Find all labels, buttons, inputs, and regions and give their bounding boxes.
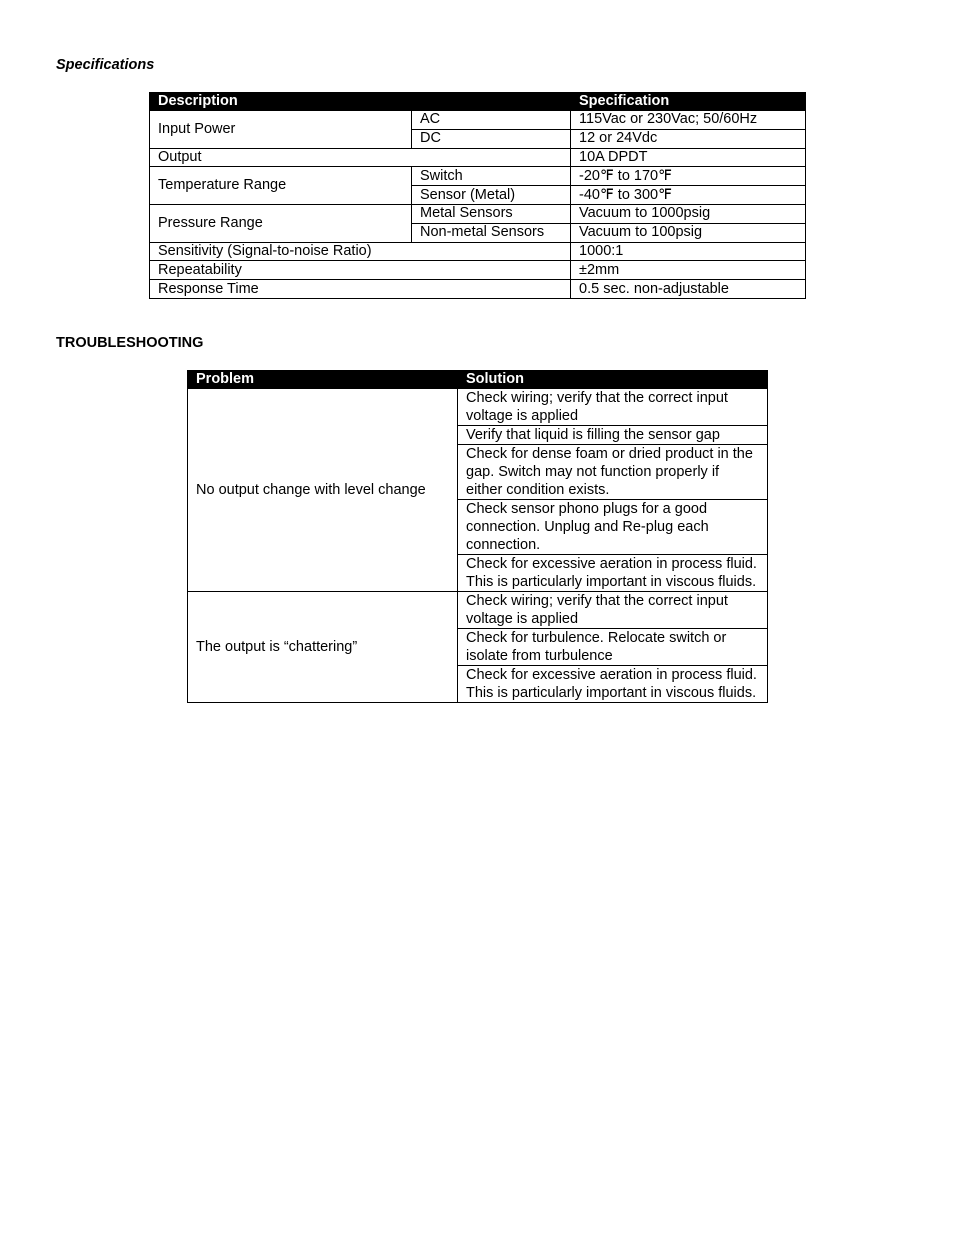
temperature-switch-label: Switch xyxy=(412,167,571,186)
table-row xyxy=(188,389,768,426)
input-power-label: Input Power xyxy=(150,111,412,149)
solution-cell: Check for excessive aeration in process fluid. This is particularly important in viscous fluids. xyxy=(458,666,768,703)
input-power-ac-label: AC xyxy=(412,111,571,130)
pressure-metal-label: Metal Sensors xyxy=(412,204,571,223)
sensitivity-label: Sensitivity (Signal-to-noise Ratio) xyxy=(150,242,571,261)
table-header-row xyxy=(150,93,806,111)
problem-header: Problem xyxy=(188,371,458,389)
pressure-range-label: Pressure Range xyxy=(150,204,412,242)
solution-cell: Verify that liquid is filling the sensor gap xyxy=(458,426,768,445)
table-row xyxy=(150,242,806,261)
solution-cell: Check for dense foam or dried product in the gap. Switch may not function properly if either condition exists. xyxy=(458,445,768,500)
sensitivity-value: 1000:1 xyxy=(571,242,806,261)
temperature-sensor-label: Sensor (Metal) xyxy=(412,186,571,205)
table-row xyxy=(150,261,806,280)
table-row xyxy=(150,111,806,130)
specification-header: Specification xyxy=(571,93,806,111)
output-value: 10A DPDT xyxy=(571,148,806,167)
solution-cell: Check sensor phono plugs for a good connection. Unplug and Re-plug each connection. xyxy=(458,500,768,555)
output-label: Output xyxy=(150,148,571,167)
problem-cell: No output change with level change xyxy=(188,389,458,592)
pressure-nonmetal-value: Vacuum to 100psig xyxy=(571,223,806,242)
solution-cell: Check wiring; verify that the correct input voltage is applied xyxy=(458,592,768,629)
response-time-value: 0.5 sec. non-adjustable xyxy=(571,280,806,299)
table-row xyxy=(150,280,806,299)
pressure-nonmetal-label: Non-metal Sensors xyxy=(412,223,571,242)
pressure-metal-value: Vacuum to 1000psig xyxy=(571,204,806,223)
temperature-range-label: Temperature Range xyxy=(150,167,412,205)
temperature-switch-value: -20℉ to 170℉ xyxy=(571,167,806,186)
problem-cell: The output is “chattering” xyxy=(188,592,458,703)
description-header: Description xyxy=(150,93,571,111)
table-row xyxy=(150,167,806,186)
solution-cell: Check wiring; verify that the correct input voltage is applied xyxy=(458,389,768,426)
troubleshooting-heading: TROUBLESHOOTING xyxy=(56,335,204,351)
table-row xyxy=(150,204,806,223)
specifications-table xyxy=(149,92,806,299)
temperature-sensor-value: -40℉ to 300℉ xyxy=(571,186,806,205)
input-power-dc-value: 12 or 24Vdc xyxy=(571,129,806,148)
solution-cell: Check for turbulence. Relocate switch or isolate from turbulence xyxy=(458,629,768,666)
troubleshooting-table xyxy=(187,370,768,703)
solution-header: Solution xyxy=(458,371,768,389)
input-power-ac-value: 115Vac or 230Vac; 50/60Hz xyxy=(571,111,806,130)
solution-cell: Check for excessive aeration in process fluid. This is particularly important in viscous fluids. xyxy=(458,555,768,592)
response-time-label: Response Time xyxy=(150,280,571,299)
table-header-row xyxy=(188,371,768,389)
table-row xyxy=(150,148,806,167)
repeatability-label: Repeatability xyxy=(150,261,571,280)
specifications-heading: Specifications xyxy=(56,57,155,73)
repeatability-value: ±2mm xyxy=(571,261,806,280)
table-row xyxy=(188,592,768,629)
input-power-dc-label: DC xyxy=(412,129,571,148)
